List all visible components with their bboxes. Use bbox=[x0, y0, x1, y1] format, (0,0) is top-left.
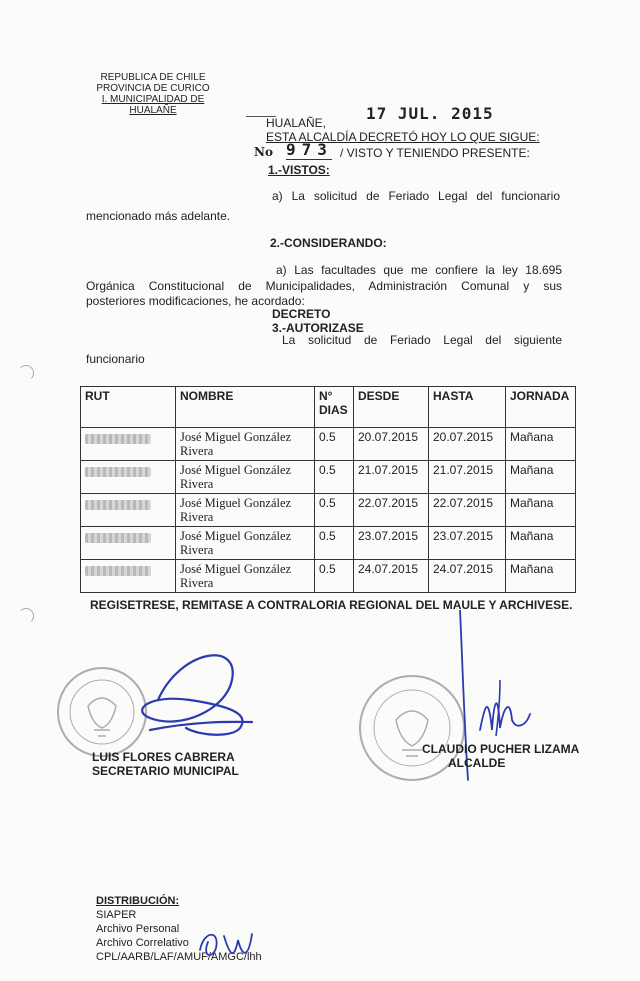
autorizase-line1: La solicitud de Feriado Legal del siguiente bbox=[282, 333, 562, 347]
dias-cell: 0.5 bbox=[315, 494, 354, 527]
rut-redacted bbox=[81, 560, 176, 593]
signer-left-title: SECRETARIO MUNICIPAL bbox=[92, 764, 239, 778]
col-desde: DESDE bbox=[354, 387, 429, 428]
hasta-cell: 24.07.2015 bbox=[429, 560, 506, 593]
jornada-cell: Mañana bbox=[506, 560, 576, 593]
nombre-cell: José Miguel González Rivera bbox=[176, 428, 315, 461]
table-header-row bbox=[81, 387, 576, 428]
decree-intro: ESTA ALCALDÍA DECRETÓ HOY LO QUE SIGUE: bbox=[266, 130, 540, 144]
autorizase-line2: funcionario bbox=[86, 352, 145, 366]
stamp-left bbox=[58, 668, 146, 756]
desde-cell: 23.07.2015 bbox=[354, 527, 429, 560]
desde-cell: 21.07.2015 bbox=[354, 461, 429, 494]
vistos-continued: mencionado más adelante. bbox=[86, 209, 231, 223]
table-row bbox=[81, 527, 576, 560]
hasta-cell: 20.07.2015 bbox=[429, 428, 506, 461]
jornada-cell: Mañana bbox=[506, 428, 576, 461]
considerando-line2: Orgánica Constitucional de Municipalidades, Administración Comunal y sus bbox=[86, 279, 562, 293]
date-stamp: 17 JUL. 2015 bbox=[366, 104, 494, 123]
decree-number-suffix: / VISTO Y TENIENDO PRESENTE: bbox=[340, 146, 530, 160]
distribution-item: CPL/AARB/LAF/AMUF/AMGC/lhh bbox=[96, 951, 262, 963]
col-rut: RUT bbox=[81, 387, 176, 428]
dias-cell: 0.5 bbox=[315, 527, 354, 560]
dias-cell: 0.5 bbox=[315, 560, 354, 593]
letterhead bbox=[78, 72, 228, 116]
rut-redacted bbox=[81, 428, 176, 461]
desde-cell: 20.07.2015 bbox=[354, 428, 429, 461]
decreto-heading: DECRETO bbox=[272, 307, 331, 321]
section-autorizase: 3.-AUTORIZASE bbox=[272, 321, 364, 335]
nombre-cell: José Miguel González Rivera bbox=[176, 461, 315, 494]
distribution-title: DISTRIBUCIÓN: bbox=[96, 895, 180, 907]
decree-number-prefix: No bbox=[254, 145, 273, 159]
rut-redacted bbox=[81, 527, 176, 560]
considerando-line3: posteriores modificaciones, he acordado: bbox=[86, 294, 305, 308]
col-jornada: JORNADA bbox=[506, 387, 576, 428]
punch-hole-top bbox=[18, 365, 34, 381]
nombre-cell: José Miguel González Rivera bbox=[176, 560, 315, 593]
hasta-cell: 21.07.2015 bbox=[429, 461, 506, 494]
jornada-cell: Mañana bbox=[506, 527, 576, 560]
signature-left bbox=[142, 655, 252, 734]
jornada-cell: Mañana bbox=[506, 461, 576, 494]
dias-cell: 0.5 bbox=[315, 461, 354, 494]
distribution-item: Archivo Correlativo bbox=[96, 937, 189, 949]
place-label: HUALAÑE, bbox=[266, 116, 327, 130]
closing-statement: REGISETRESE, REMITASE A CONTRALORIA REGIONAL DEL MAULE Y ARCHIVESE. bbox=[90, 598, 573, 612]
considerando-a: a) Las facultades que me confiere la ley 18.695 bbox=[276, 263, 562, 277]
table-row bbox=[81, 560, 576, 593]
distribution-item: SIAPER bbox=[96, 909, 137, 921]
desde-cell: 22.07.2015 bbox=[354, 494, 429, 527]
hasta-cell: 23.07.2015 bbox=[429, 527, 506, 560]
table-row bbox=[81, 494, 576, 527]
rut-redacted bbox=[81, 494, 176, 527]
dias-cell: 0.5 bbox=[315, 428, 354, 461]
table-row bbox=[81, 461, 576, 494]
col-nombre: NOMBRE bbox=[176, 387, 315, 428]
table-row bbox=[81, 428, 576, 461]
initials-scribble bbox=[190, 920, 270, 970]
signer-left-name: LUIS FLORES CABRERA bbox=[92, 750, 235, 764]
hasta-cell: 22.07.2015 bbox=[429, 494, 506, 527]
letterhead-province: PROVINCIA DE CURICO bbox=[96, 83, 210, 94]
vistos-a: a) La solicitud de Feriado Legal del funcionario bbox=[272, 189, 560, 203]
col-dias: N° DIAS bbox=[315, 387, 354, 428]
col-hasta: HASTA bbox=[429, 387, 506, 428]
nombre-cell: José Miguel González Rivera bbox=[176, 527, 315, 560]
nombre-cell: José Miguel González Rivera bbox=[176, 494, 315, 527]
desde-cell: 24.07.2015 bbox=[354, 560, 429, 593]
distribution-item: Archivo Personal bbox=[96, 923, 180, 935]
rut-redacted bbox=[81, 461, 176, 494]
leave-table bbox=[80, 386, 576, 593]
signer-right-title: ALCALDE bbox=[448, 756, 506, 770]
signer-right-name: CLAUDIO PUCHER LIZAMA bbox=[422, 742, 580, 756]
section-vistos: 1.-VISTOS: bbox=[268, 163, 330, 177]
jornada-cell: Mañana bbox=[506, 494, 576, 527]
letterhead-municipality: I. MUNICIPALIDAD DE HUALAÑE bbox=[101, 94, 205, 116]
section-considerando: 2.-CONSIDERANDO: bbox=[270, 236, 387, 250]
letterhead-country: REPUBLICA DE CHILE bbox=[100, 72, 206, 83]
decree-number: 973 bbox=[286, 140, 333, 159]
